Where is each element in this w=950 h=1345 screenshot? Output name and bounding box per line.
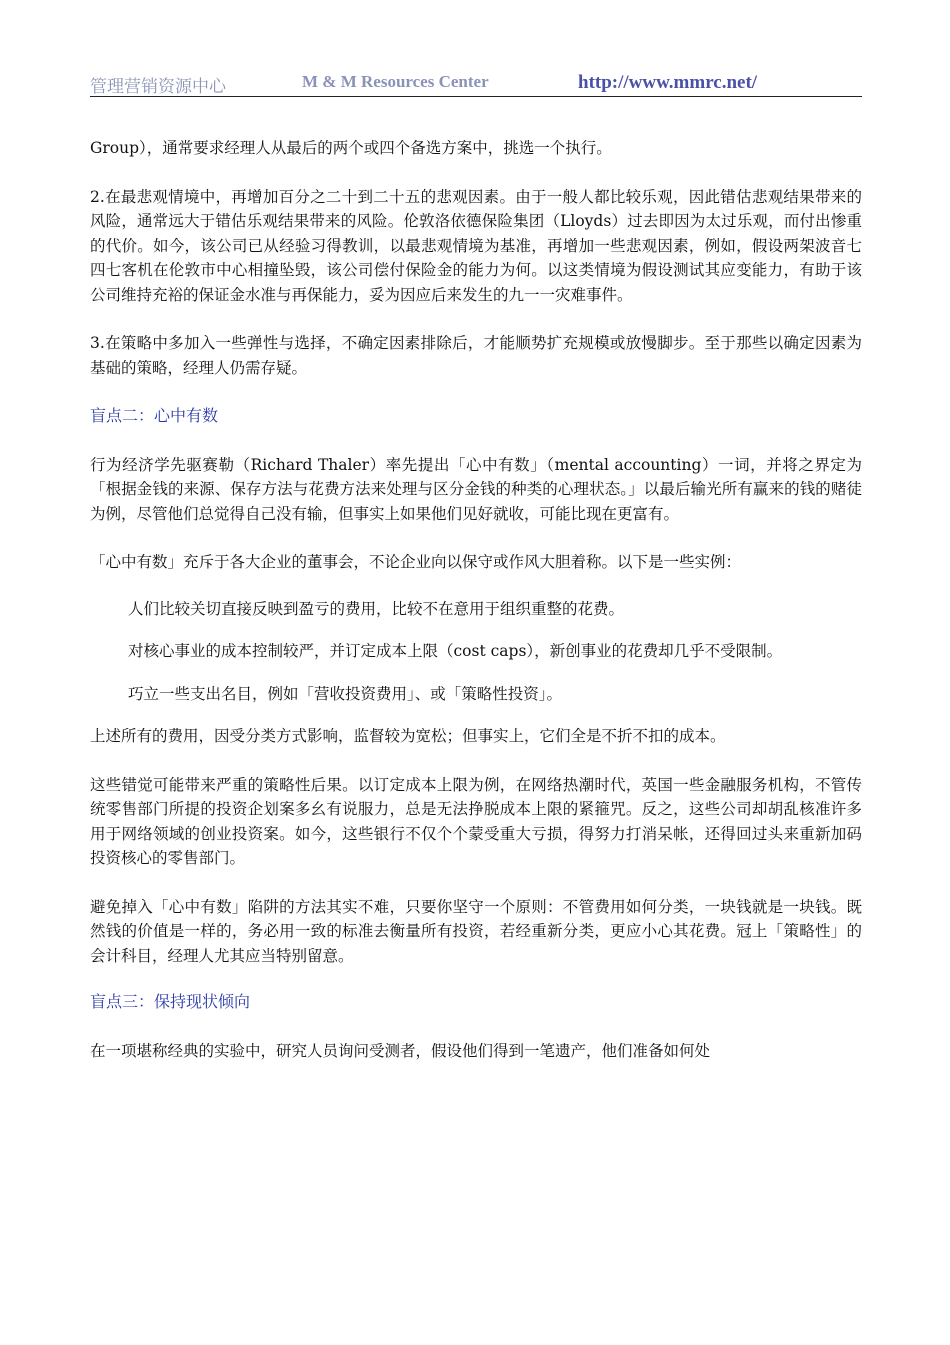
list-paragraph: 巧立一些支出名目，例如「营收投资费用」、或「策略性投资」。	[128, 684, 563, 703]
section-heading: 盲点二：心中有数	[90, 406, 219, 425]
page-header	[90, 70, 862, 97]
paragraph: Group），通常要求经理人从最后的两个或四个备选方案中，挑选一个执行。	[90, 139, 612, 157]
paragraph: 3.在策略中多加入一些弹性与选择，不确定因素排除后，才能顺势扩充规模或放慢脚步。至于那些以确定因素为基础的策略，经理人仍需存疑。	[90, 334, 862, 377]
list-paragraph: 人们比较关切直接反映到盈亏的费用，比较不在意用于组织重整的花费。	[128, 599, 625, 618]
header-center-name: M & M Resources Center	[302, 72, 489, 91]
paragraph: 「心中有数」充斥于各大企业的董事会，不论企业向以保守或作风大胆着称。以下是一些实例：	[90, 553, 742, 571]
paragraph: 在一项堪称经典的实验中，研究人员询问受测者，假设他们得到一笔遗产，他们准备如何处	[90, 1041, 711, 1060]
paragraph: 上述所有的费用，因受分类方式影响，监督较为宽松；但事实上，它们全是不折不扣的成本。	[90, 727, 726, 745]
paragraph: 2.在最悲观情境中，再增加百分之二十到二十五的悲观因素。由于一般人都比较乐观，因此错估悲观结果带来的风险，通常远大于错估乐观结果带来的风险。伦敦洛依德保险集团（Lloyds）过去即因为太过乐观，而付出惨重的代价。如今，该公司已从经验习得教训，以最悲观情境为基准，再增加一些悲观因素，例如，假设两架波音七四七客机在伦敦市中心相撞坠毁，该公司偿付保险金的能力为何。以这类情境为假设测试其应变能力，有助于该公司维持充裕的保证金水准与再保能力，妥为因应后来发生的九一一灾难事件。	[90, 187, 862, 304]
document-body	[90, 136, 862, 1087]
paragraph: 避免掉入「心中有数」陷阱的方法其实不难，只要你坚守一个原则：不管费用如何分类，一块钱就是一块钱。既然钱的价值是一样的，务必用一致的标准去衡量所有投资，若经重新分类，更应小心其花费。冠上「策略性」的会计科目，经理人尤其应当特别留意。	[90, 897, 862, 965]
header-url-link[interactable]: http://www.mmrc.net/	[578, 72, 758, 93]
paragraph: 行为经济学先驱赛勒（Richard Thaler）率先提出「心中有数」（mental accounting）一词，并将之界定为「根据金钱的来源、保存方法与花费方法来处理与区分金钱的种类的心理状态。」以最后输光所有赢来的钱的赌徒为例，尽管他们总觉得自己没有输，但事实上如果他们见好就收，可能比现在更富有。	[90, 455, 862, 523]
list-paragraph: 对核心事业的成本控制较严，并订定成本上限（cost caps），新创事业的花费却几乎不受限制。	[128, 642, 783, 660]
paragraph: 这些错觉可能带来严重的策略性后果。以订定成本上限为例，在网络热潮时代，英国一些金融服务机构，不管传统零售部门所提的投资企划案多幺有说服力，总是无法挣脱成本上限的紧箍咒。反之，这些公司却胡乱核准许多用于网络领域的创业投资案。如今，这些银行不仅个个蒙受重大亏损，得努力打消呆帐，还得回过头来重新加码投资核心的零售部门。	[90, 775, 862, 867]
header-org-name: 管理营销资源中心	[90, 77, 226, 97]
section-heading: 盲点三：保持现状倾向	[90, 992, 251, 1011]
